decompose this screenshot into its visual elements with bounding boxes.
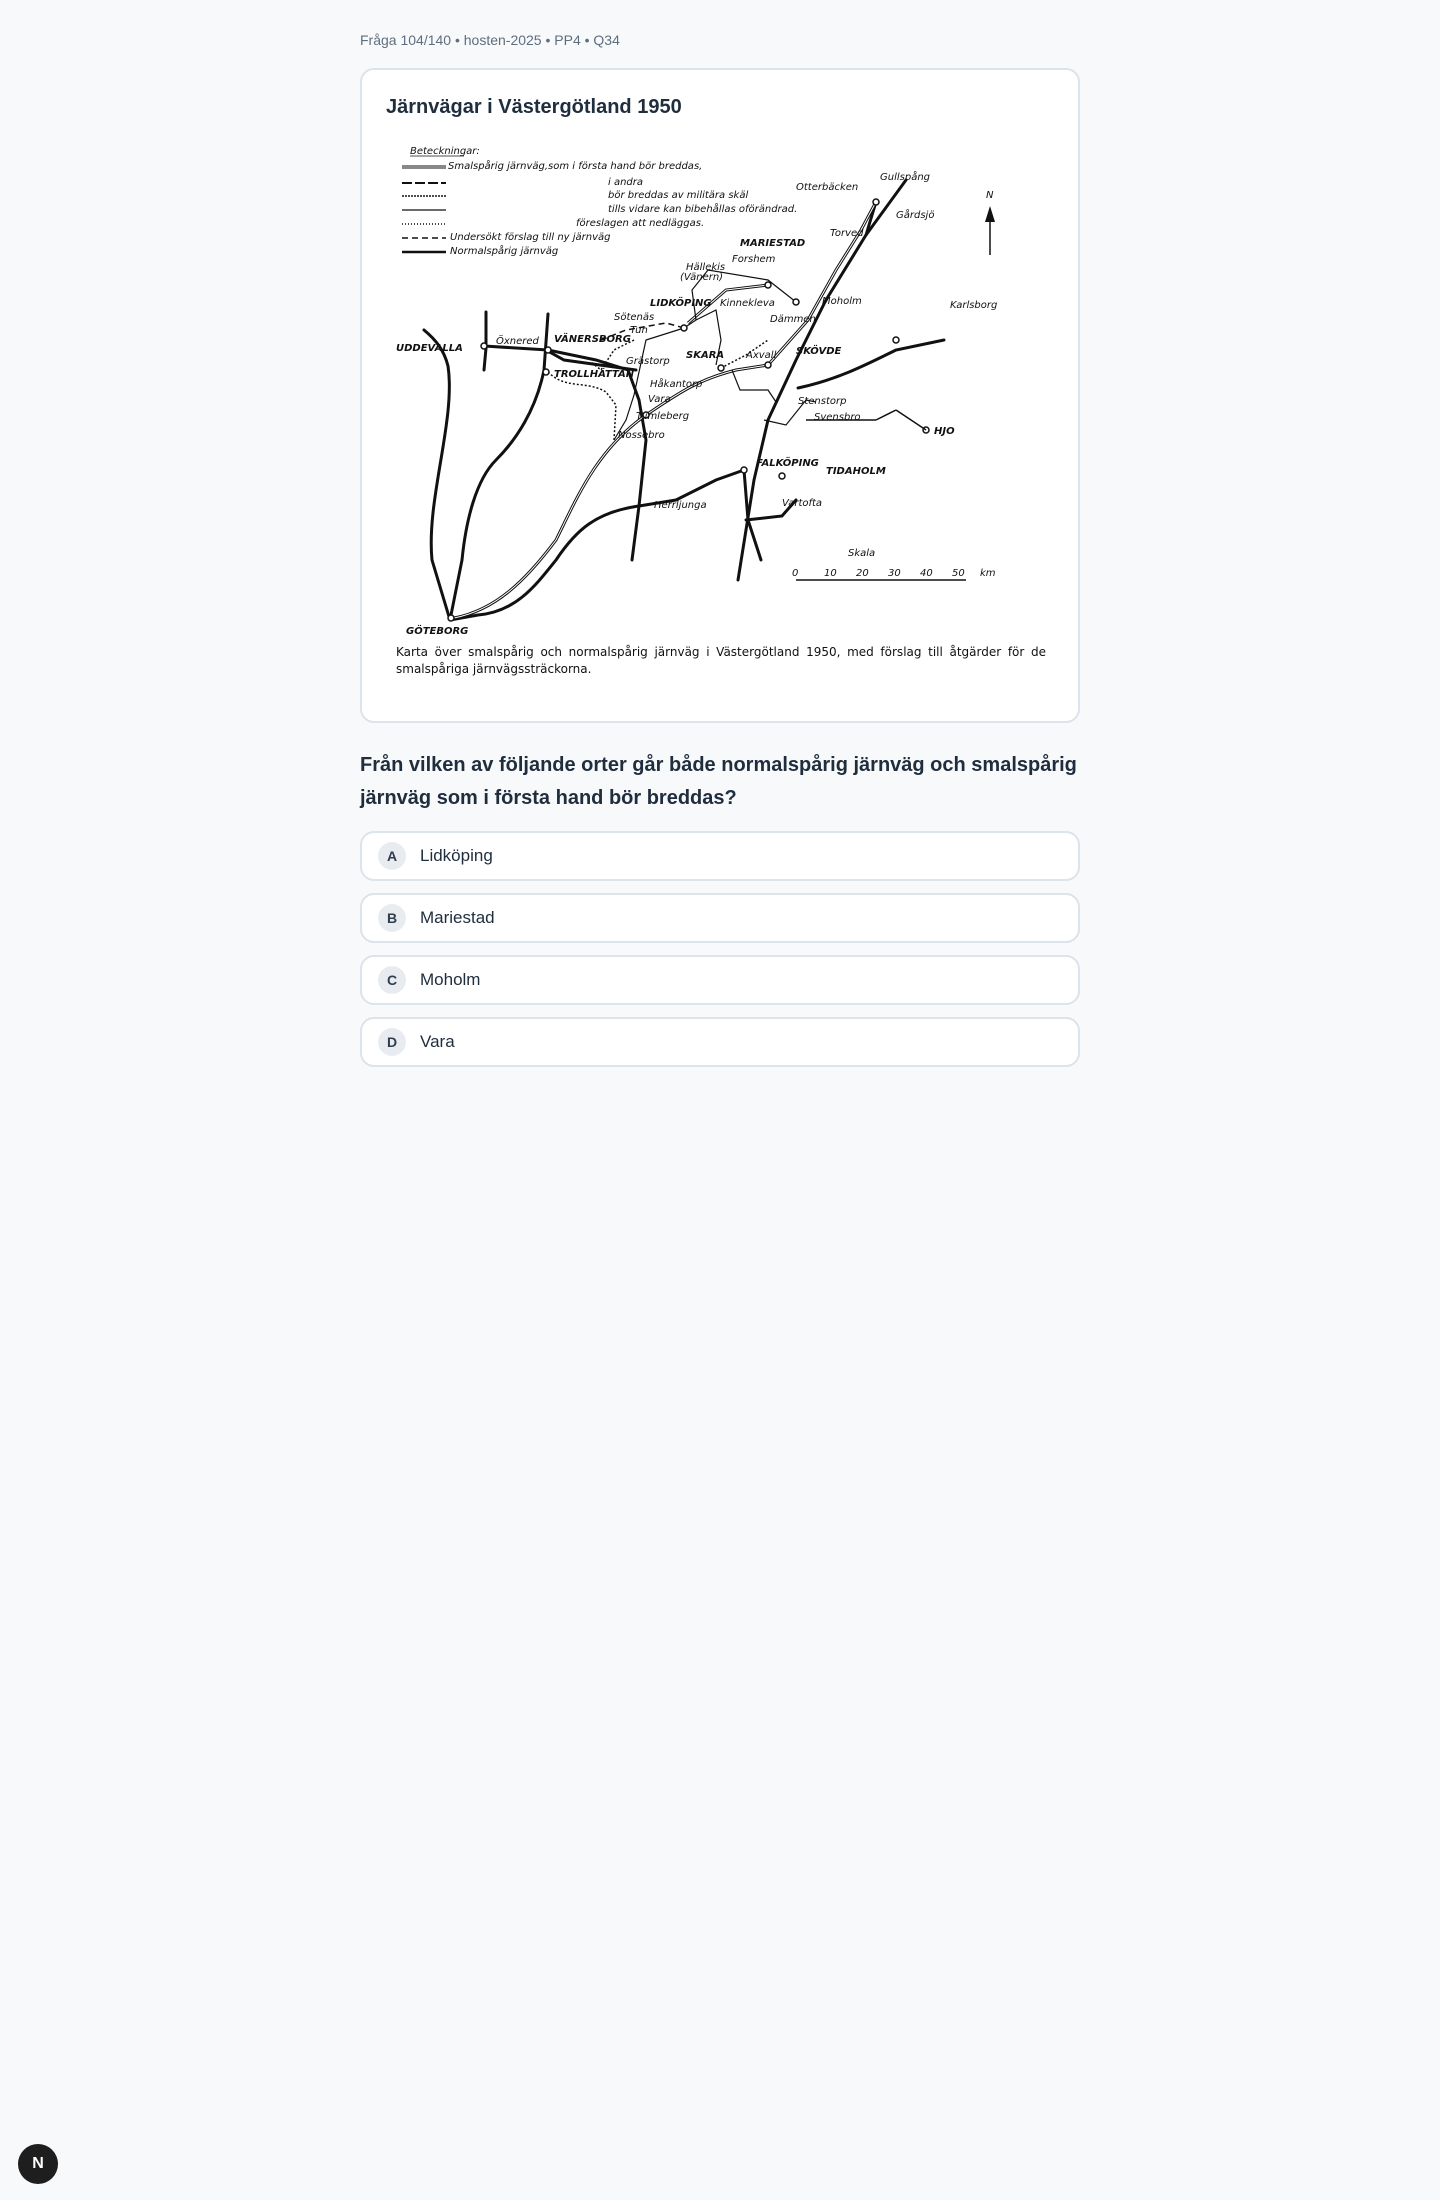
north-label: N xyxy=(986,190,994,201)
option-letter: D xyxy=(378,1028,406,1056)
scale-tick-20: 20 xyxy=(856,568,869,579)
scale-label: Skala xyxy=(848,548,876,559)
option-text: Lidköping xyxy=(420,846,493,865)
label-lidkoping: LIDKÖPING xyxy=(650,298,712,309)
option-d[interactable] xyxy=(360,1017,1080,1067)
label-sotenas: Sötenäs xyxy=(614,312,655,323)
label-nossebro: Nossebro xyxy=(618,430,665,441)
scale-tick-10: 10 xyxy=(824,568,837,579)
label-gardsjo: Gårdsjö xyxy=(896,210,935,221)
label-karlsborg: Karlsborg xyxy=(950,300,998,311)
legend-item-6: Undersökt förslag till ny järnväg xyxy=(450,232,611,243)
legend-item-4: tills vidare kan bibehållas oförändrad. xyxy=(608,204,798,215)
label-trollhattan: TROLLHÄTTAN xyxy=(554,369,635,380)
label-forshem: Forshem xyxy=(732,254,776,265)
legend-item-5: föreslagen att nedläggas. xyxy=(576,218,705,229)
narrow-gauge-widen-lines xyxy=(454,202,876,618)
label-mjo: HJO xyxy=(934,426,955,437)
label-otterbacken: Otterbäcken xyxy=(796,182,859,193)
label-goteborg: GÖTEBORG xyxy=(406,626,469,637)
scale-tick-40: 40 xyxy=(920,568,933,579)
question-text: Från vilken av följande orter går både normalspårig järnväg och smalspårig järnväg som i första hand bör breddas? xyxy=(360,754,1077,809)
label-hakantorp: Håkantorp xyxy=(650,379,703,390)
label-vanern: (Vänern) xyxy=(680,272,724,283)
label-grastorp: Grästorp xyxy=(626,356,670,367)
label-uddevalla: UDDEVALLA xyxy=(396,343,463,354)
label-gullspang: Gullspång xyxy=(880,172,931,183)
label-skara: SKARA xyxy=(686,350,725,361)
label-skovde: SKÖVDE xyxy=(796,346,842,357)
label-moholm: Moholm xyxy=(822,296,862,307)
legend-item-7: Normalspårig järnväg xyxy=(450,246,559,257)
option-a[interactable] xyxy=(360,831,1080,881)
assistant-button[interactable]: N xyxy=(18,2144,58,2184)
option-text: Moholm xyxy=(420,970,481,989)
figure-caption: Karta över smalspårig och normalspårig järnväg i Västergötland 1950, med förslag till åtgärder för de smalspåriga järnvägssträckorna. xyxy=(396,645,1046,676)
answer-options xyxy=(360,831,1080,1067)
label-falkoping: FALKÖPING xyxy=(756,458,819,469)
figure-title: Järnvägar i Västergötland 1950 xyxy=(386,96,682,118)
north-arrow xyxy=(985,190,995,255)
question-progress: Fråga 104/140 • hosten-2025 • PP4 • Q34 xyxy=(360,32,620,48)
legend-item-2: i andra xyxy=(608,177,644,188)
option-text: Mariestad xyxy=(420,908,495,927)
label-vara: Vara xyxy=(648,394,671,405)
option-b[interactable] xyxy=(360,893,1080,943)
railway-map xyxy=(396,140,1046,640)
label-stenstorp: Stenstorp xyxy=(798,396,847,407)
label-dammen: Dämmen xyxy=(770,314,816,325)
scale-tick-30: 30 xyxy=(888,568,901,579)
label-vartofta: Vartofta xyxy=(782,498,823,509)
option-text: Vara xyxy=(420,1032,455,1051)
scale-tick-50: 50 xyxy=(952,568,965,579)
figure-card xyxy=(360,68,1080,723)
label-tun: Tun xyxy=(630,325,648,336)
label-axvall: Axvall xyxy=(746,350,777,361)
option-letter: B xyxy=(378,904,406,932)
label-kinnekulle: Kinnekleva xyxy=(720,298,775,309)
scale-tick-0: 0 xyxy=(792,568,799,579)
label-vanersborg: VÄNERSBORG xyxy=(554,334,631,345)
label-vargarda: Tumleberg xyxy=(636,411,690,422)
label-mariestad: MARIESTAD xyxy=(740,238,806,249)
option-c[interactable] xyxy=(360,955,1080,1005)
label-hallekis: Hällekis xyxy=(686,262,726,273)
scale-unit: km xyxy=(980,568,996,579)
map-legend xyxy=(402,146,797,257)
scale-bar xyxy=(792,548,996,580)
legend-heading: Beteckningar: xyxy=(410,146,480,157)
label-svensbro: Svensbro xyxy=(814,412,861,423)
label-oxnered: Öxnered xyxy=(496,336,539,347)
label-tidaholm: TIDAHOLM xyxy=(826,466,886,477)
label-herrljunga: Herrljunga xyxy=(654,500,707,511)
option-letter: C xyxy=(378,966,406,994)
option-letter: A xyxy=(378,842,406,870)
label-torved: Torved xyxy=(830,228,864,239)
legend-item-1: Smalspårig järnväg,som i första hand bör breddas, xyxy=(448,161,703,172)
question-page xyxy=(360,0,1080,1079)
legend-item-3: bör breddas av militära skäl xyxy=(608,190,749,201)
